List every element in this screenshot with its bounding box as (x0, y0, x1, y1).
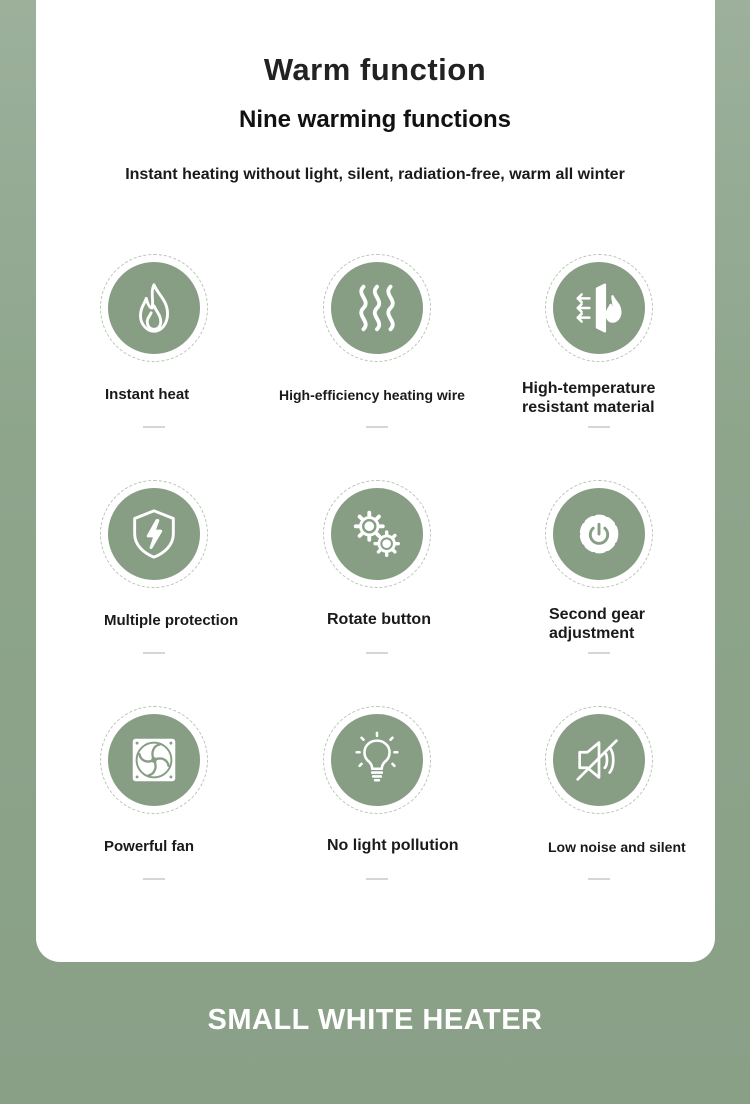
feature-label-low-noise: Low noise and silent (548, 839, 686, 855)
feature-low-noise (545, 706, 653, 814)
heating-wire-icon (348, 279, 406, 337)
divider-dash (366, 426, 388, 428)
divider-dash (143, 426, 165, 428)
fan-icon (125, 731, 183, 789)
divider-dash (366, 878, 388, 880)
feature-label-rotate-button: Rotate button (327, 611, 431, 628)
feature-no-light-pollution (323, 706, 431, 814)
feature-label-second-gear (549, 605, 645, 643)
feature-resistant-material (545, 254, 653, 362)
feature-label-multiple-protection: Multiple protection (104, 612, 239, 629)
shield-lightning-icon (125, 505, 183, 563)
feature-instant-heat (100, 254, 208, 362)
feature-label-heating-wire: High-efficiency heating wire (279, 387, 465, 403)
feature-heating-wire (323, 254, 431, 362)
page-title: Warm function (263, 52, 487, 87)
divider-dash (588, 652, 610, 654)
feature-multiple-protection (100, 480, 208, 588)
feature-label-line: resistant material (522, 399, 655, 416)
footer-product-name: SMALL WHITE HEATER (207, 1004, 543, 1036)
heat-resistant-material-icon (570, 279, 628, 337)
divider-dash (366, 652, 388, 654)
gears-icon (348, 505, 406, 563)
feature-label-line: Second gear (549, 606, 646, 623)
feature-label-instant-heat: Instant heat (105, 386, 190, 403)
feature-label-powerful-fan: Powerful fan (104, 838, 195, 855)
flame-icon (125, 279, 183, 337)
mute-speaker-icon (570, 731, 628, 789)
feature-powerful-fan (100, 706, 208, 814)
power-gear-icon (570, 505, 628, 563)
feature-label-no-light-pollution: No light pollution (327, 837, 459, 854)
feature-label-resistant-material (522, 379, 655, 417)
divider-dash (143, 878, 165, 880)
feature-second-gear (545, 480, 653, 588)
light-bulb-icon (348, 731, 406, 789)
page-subtitle: Nine warming functions (238, 106, 511, 133)
divider-dash (588, 878, 610, 880)
feature-label-line: adjustment (549, 625, 635, 642)
divider-dash (143, 652, 165, 654)
divider-dash (588, 426, 610, 428)
page-tagline: Instant heating without light, silent, radiation-free, warm all winter (125, 166, 625, 183)
feature-label-line: High-temperature (522, 380, 656, 397)
feature-rotate-button (323, 480, 431, 588)
